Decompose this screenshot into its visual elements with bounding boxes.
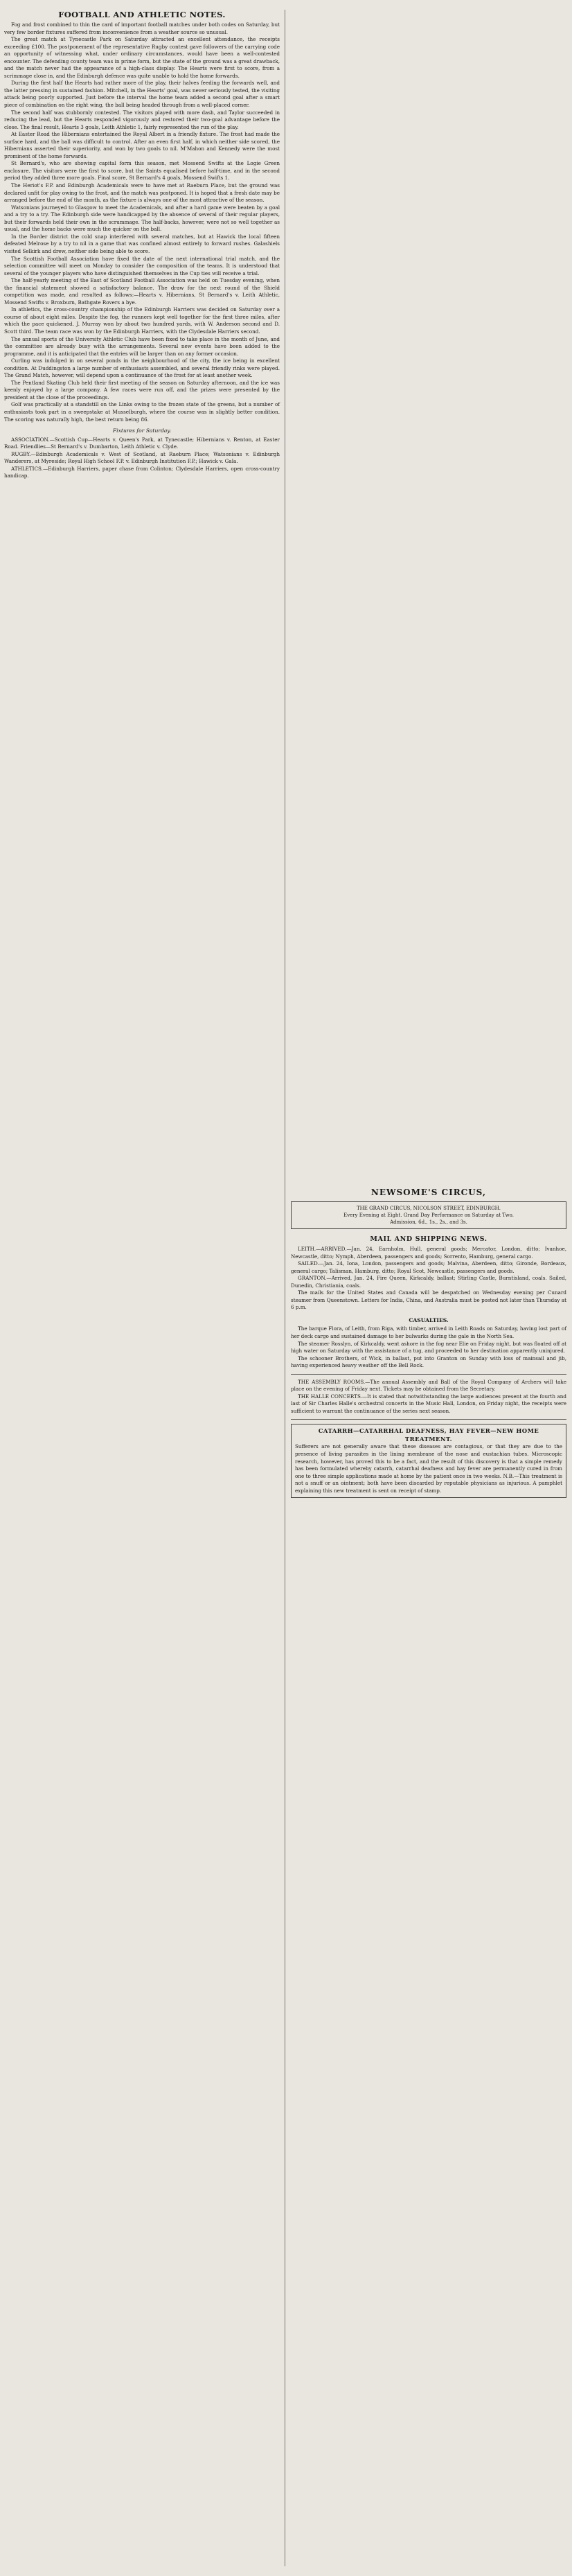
- article-paragraph: Watsonians journeyed to Glasgow to meet the Academicals, and after a hard game were beaten by a goal and a try to a try. The Edinburgh side were handicapped by the absence of several of their regular players, but their forwards held their own in the scrummage. The half-backs, however, were not so well together as usual, and the home backs were much the quicker on the ball.: [4, 204, 280, 233]
- article-paragraph: In athletics, the cross-country championship of the Edinburgh Harriers was decided on Saturday over a course of about eight miles. Despite the fog, the runners kept well together for the first three miles, after which the pace quickened. J. Murray won by about two hundred yards, with W. Anderson second and D. Scott third. The team race was won by the Edinburgh Harriers, with the Clydesdale Harriers second.: [4, 306, 280, 335]
- casualty-paragraph: The barque Flora, of Leith, from Riga, with timber, arrived in Leith Roads on Saturday, having lost part of her deck cargo and sustained damage to her bulwarks during the gale in the North Sea.: [291, 1325, 566, 1339]
- article-paragraph: The Pentland Skating Club held their first meeting of the season on Saturday afternoon, and the ice was keenly enjoyed by a large company. A few races were run off, and the prizes were presented by the president at the close of the proceedings.: [4, 379, 280, 400]
- football-notes-heading: FOOTBALL AND ATHLETIC NOTES.: [58, 10, 226, 19]
- fixtures-heading: Fixtures for Saturday.: [112, 427, 172, 434]
- circus-line: Every Evening at Eight. Grand Day Performance on Saturday at Two.: [343, 1212, 514, 1218]
- article-paragraph: The Scottish Football Association have fixed the date of the next international trial match, and the selection committee will meet on Monday to consider the composition of the teams. It is understood that several of the younger players who have distinguished themselves in the Cup ties will receive a trial.: [4, 255, 280, 276]
- fixture-item: ATHLETICS.—Edinburgh Harriers, paper chase from Colinton; Clydesdale Harriers, open cross-country handicap.: [4, 465, 280, 479]
- fixture-item: RUGBY.—Edinburgh Academicals v. West of Scotland, at Raeburn Place; Watsonians v. Edinburgh Wanderers, at Myreside; Royal High School F.P. v. Edinburgh Institution F.P.; Hawick v. Gala.: [4, 450, 280, 465]
- shipping-paragraph: LEITH.—ARRIVED.—Jan. 24, Earnholm, Hull, general goods; Mercator, London, ditto; Ivanhoe, Newcastle, ditto; Nymph, Aberdeen, passengers and goods; Sorrento, Hamburg, general cargo.: [291, 1246, 566, 1260]
- shipping-paragraph: The mails for the United States and Canada will be despatched on Wednesday evening per Cunard steamer from Queenstown. Letters for India, China, and Australia must be posted not later than Thursday at 6 p.m.: [291, 1289, 566, 1311]
- circus-line: THE GRAND CIRCUS, NICOLSON STREET, EDINBURGH.: [356, 1206, 501, 1211]
- right-column: [291, 10, 566, 1501]
- mail-shipping-heading: MAIL AND SHIPPING NEWS.: [370, 1235, 488, 1243]
- catarrh-advert: [291, 1424, 566, 1498]
- casualty-paragraph: The schooner Brothers, of Wick, in ballast, put into Granton on Sunday with loss of mainsail and jib, having experienced heavy weather off the Bell Rock.: [291, 1355, 566, 1369]
- article-paragraph: In the Border district the cold snap interfered with several matches, but at Hawick the local fifteen defeated Melrose by a try to nil in a game that was confined almost entirely to forward rushes. Galashiels visited Selkirk and drew, neither side being able to score.: [4, 233, 280, 254]
- casualty-paragraph: The steamer Rosslyn, of Kirkcaldy, went ashore in the fog near Elie on Friday night, but was floated off at high water on Saturday with the assistance of a tug, and proceeded to her destination apparently uninjured.: [291, 1340, 566, 1355]
- circus-line: Admission, 6d., 1s., 2s., and 3s.: [390, 1219, 467, 1225]
- article-paragraph: The second half was stubbornly contested. The visitors played with more dash, and Taylor succeeded in reducing the lead, but the Hearts responded vigorously and restored their two-goal advantage before the close. The final result, Hearts 3 goals, Leith Athletic 1, fairly represented the run of the play.: [4, 109, 280, 130]
- article-paragraph: St Bernard's, who are showing capital form this season, met Mossend Swifts at the Logie Green enclosure. The visitors were the first to score, but the Saints equalised before half-time, and in the second period they added three more goals. Final score, St Bernard's 4 goals, Mossend Swifts 1.: [4, 160, 280, 182]
- left-column: [4, 10, 280, 480]
- article-paragraph: Curling was indulged in on several ponds in the neighbourhood of the city, the ice being in excellent condition. At Duddingston a large number of enthusiasts assembled, and several friendly rinks were played. The Grand Match, however, will depend upon a continuance of the frost for at least another week.: [4, 358, 280, 379]
- shipping-paragraph: SAILED.—Jan. 24, Iona, London, passengers and goods; Malvina, Aberdeen, ditto; Gironde, Bordeaux, general cargo; Talisman, Hamburg, ditto; Royal Scot, Newcastle, passengers and goods.: [291, 1260, 566, 1274]
- article-paragraph: Golf was practically at a standstill on the Links owing to the frozen state of the greens, but a number of enthusiasts took part in a sweepstake at Musselburgh, where the course was in slightly better condition. The scoring was naturally high, the best return being 86.: [4, 401, 280, 423]
- article-paragraph: The Heriot's F.P. and Edinburgh Academicals were to have met at Raeburn Place, but the ground was declared unfit for play owing to the frost, and the match was postponed. It is hoped that a fresh date may be arranged before the end of the month, as the fixture is always one of the most attractive of the season.: [4, 182, 280, 204]
- catarrh-advert-body: Sufferers are not generally aware that these diseases are contagious, or that they are due to the presence of living parasites in the lining membrane of the nose and eustachian tubes. Microscopic research, however, has proved this to be a fact, and the result of this discovery is that a simple remedy has been formulated whereby catarrh, catarrhal deafness and hay fever are permanently cured in from one to three simple applications made at home by the patient once in two weeks. N.B.—This treatment is not a snuff or an ointment; both have been discarded by reputable physicians as injurious. A pamphlet explaining this new treatment is sent on receipt of stamp.: [295, 1443, 562, 1494]
- catarrh-advert-heading: CATARRH—CATARRHAL DEAFNESS, HAY FEVER—NEW HOME TREATMENT.: [318, 1427, 539, 1443]
- fixture-item: ASSOCIATION.—Scottish Cup—Hearts v. Queen's Park, at Tynecastle; Hibernians v. Renton, at Easter Road. Friendlies—St Bernard's v. Dumbarton, Leith Athletic v. Clyde.: [4, 436, 280, 450]
- notice-paragraph: THE ASSEMBLY ROOMS.—The annual Assembly and Ball of the Royal Company of Archers will take place on the evening of Friday next. Tickets may be obtained from the Secretary.: [291, 1378, 566, 1393]
- article-paragraph: The great match at Tynecastle Park on Saturday attracted an excellent attendance, the receipts exceeding £100. The postponement of the representative Rugby contest gave followers of the carrying code an opportunity of witnessing what, under ordinary circumstances, would have been a well-contested encounter. The defending county team was in prime form, but the state of the ground was a great drawback, and the match never had the appearance of a high-class display. The Hearts were first to score, from a scrimmage close in, and the Edinburgh defence was quite unable to hold the home forwards.: [4, 36, 280, 79]
- section-rule: [291, 1419, 566, 1420]
- article-paragraph: The annual sports of the University Athletic Club have been fixed to take place in the month of June, and the committee are already busy with the arrangements. Several new events have been added to the programme, and it is anticipated that the entries will be larger than on any former occasion.: [4, 335, 280, 357]
- notice-paragraph: THE HALLE CONCERTS.—It is stated that notwithstanding the large audiences present at the fourth and last of Sir Charles Halle's orchestral concerts in the Music Hall, London, on Friday night, the receipts were sufficient to warrant the continuance of the series next season.: [291, 1393, 566, 1414]
- article-paragraph: During the first half the Hearts had rather more of the play, their halves feeding the forwards well, and the latter pressing in sustained fashion. Mitchell, in the Hearts' goal, was never seriously tested, the visiting attack being poorly supported. Just before the interval the home team added a second goal after a smart piece of combination on the right wing, the ball being headed through from a well-placed corner.: [4, 80, 280, 109]
- casualties-heading: CASUALTIES.: [409, 1316, 449, 1323]
- article-paragraph: Fog and frost combined to thin the card of important football matches under both codes on Saturday, but very few border fixtures suffered from inconvenience from a weather source so unusual.: [4, 21, 280, 35]
- article-paragraph: The half-yearly meeting of the East of Scotland Football Association was held on Tuesday evening, when the financial statement showed a satisfactory balance. The draw for the next round of the Shield competition was made, and resulted as follows:—Hearts v. Hibernians, St Bernard's v. Leith Athletic, Mossend Swifts v. Broxburn, Bathgate Rovers a bye.: [4, 277, 280, 306]
- shipping-paragraph: GRANTON.—Arrived, Jan. 24, Fire Queen, Kirkcaldy, ballast; Stirling Castle, Burntisland, coals. Sailed, Dunedin, Christiania, coals.: [291, 1275, 566, 1289]
- circus-advert: [291, 1201, 566, 1229]
- section-rule: [291, 1374, 566, 1375]
- circus-heading: NEWSOME'S CIRCUS,: [370, 1188, 487, 1197]
- article-paragraph: At Easter Road the Hibernians entertained the Royal Albert in a friendly fixture. The frost had made the surface hard, and the ball was difficult to control. After an even first half, in which neither side scored, the Hibernians asserted their superiority, and won by two goals to nil. M'Mahon and Kennedy were the most prominent of the home forwards.: [4, 131, 280, 159]
